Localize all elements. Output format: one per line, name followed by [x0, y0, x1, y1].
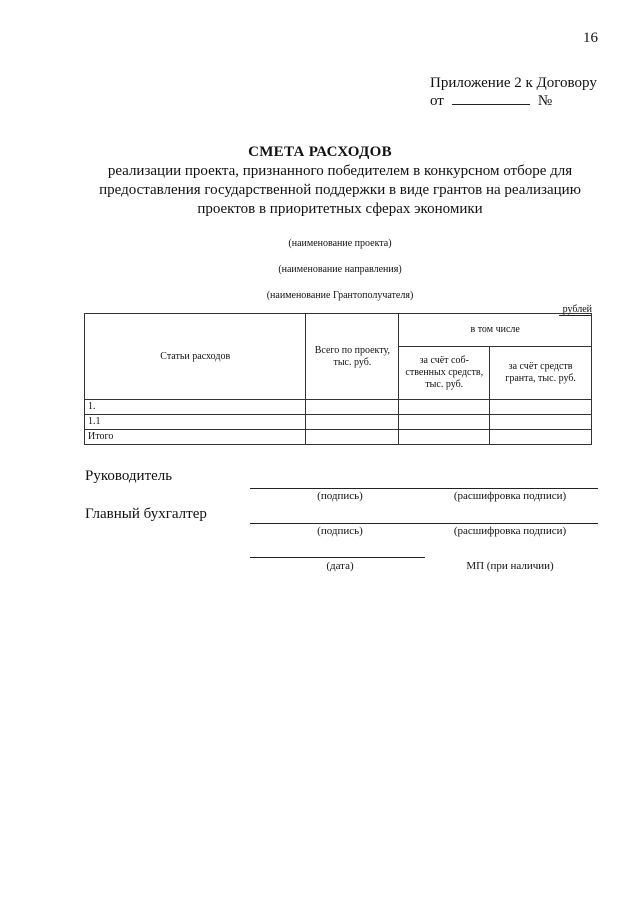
header-grant-funds: за счёт средств гранта, тыс. руб.: [490, 347, 592, 400]
head-label: Руководитель: [85, 468, 173, 484]
table-row: [85, 400, 592, 415]
accountant-signature-caption: (подпись): [317, 525, 363, 537]
from-label: от: [430, 93, 444, 109]
currency-unit: рублей: [559, 304, 592, 316]
appendix-title: Приложение 2 к Договору: [430, 75, 597, 91]
row-own: [399, 415, 490, 430]
document-title: СМЕТА РАСХОДОВ: [248, 144, 392, 160]
direction-name-caption: (наименование направления): [278, 264, 402, 275]
header-including: в том числе: [399, 314, 592, 347]
header-total: Всего по проекту, тыс. руб.: [306, 314, 399, 400]
row-total: [306, 400, 399, 415]
header-own-funds: за счёт соб-ственных средств, тыс. руб.: [399, 347, 490, 400]
appendix-date-number: [430, 92, 630, 110]
accountant-label: Главный бухгалтер: [85, 506, 207, 522]
row-own: [399, 430, 490, 445]
head-signature-line: [250, 488, 598, 489]
appendix-reference: [430, 74, 630, 110]
row-label: 1.1: [85, 415, 306, 430]
page-number: 16: [583, 30, 598, 46]
table-row: [85, 415, 592, 430]
row-grant: [490, 430, 592, 445]
accountant-decoding-caption: (расшифровка подписи): [453, 525, 567, 537]
row-label: Итого: [85, 430, 306, 445]
date-caption: (дата): [326, 560, 354, 572]
header-expense-items: Статьи расходов: [85, 314, 306, 400]
row-total: [306, 430, 399, 445]
header-row-top: [85, 314, 592, 347]
expense-estimate-table: [84, 313, 592, 445]
stamp-caption: МП (при наличии): [466, 560, 554, 572]
row-grant: [490, 415, 592, 430]
accountant-signature-line: [250, 523, 598, 524]
row-label: 1.: [85, 400, 306, 415]
recipient-name-caption: (наименование Грантополучателя): [266, 290, 414, 301]
row-total: [306, 415, 399, 430]
head-decoding-caption: (расшифровка подписи): [453, 490, 567, 502]
row-own: [399, 400, 490, 415]
number-sign: №: [537, 93, 553, 109]
date-blank-line: [452, 92, 530, 105]
head-signature-caption: (подпись): [317, 490, 363, 502]
document-subtitle: реализации проекта, признанного победителем в конкурсном отборе для предоставления государственной поддержки в виде грантов на реализацию проектов в приоритетных сферах экономики: [99, 163, 581, 217]
table-row-total: [85, 430, 592, 445]
row-grant: [490, 400, 592, 415]
date-line: [250, 557, 425, 558]
project-name-caption: (наименование проекта): [288, 238, 392, 249]
